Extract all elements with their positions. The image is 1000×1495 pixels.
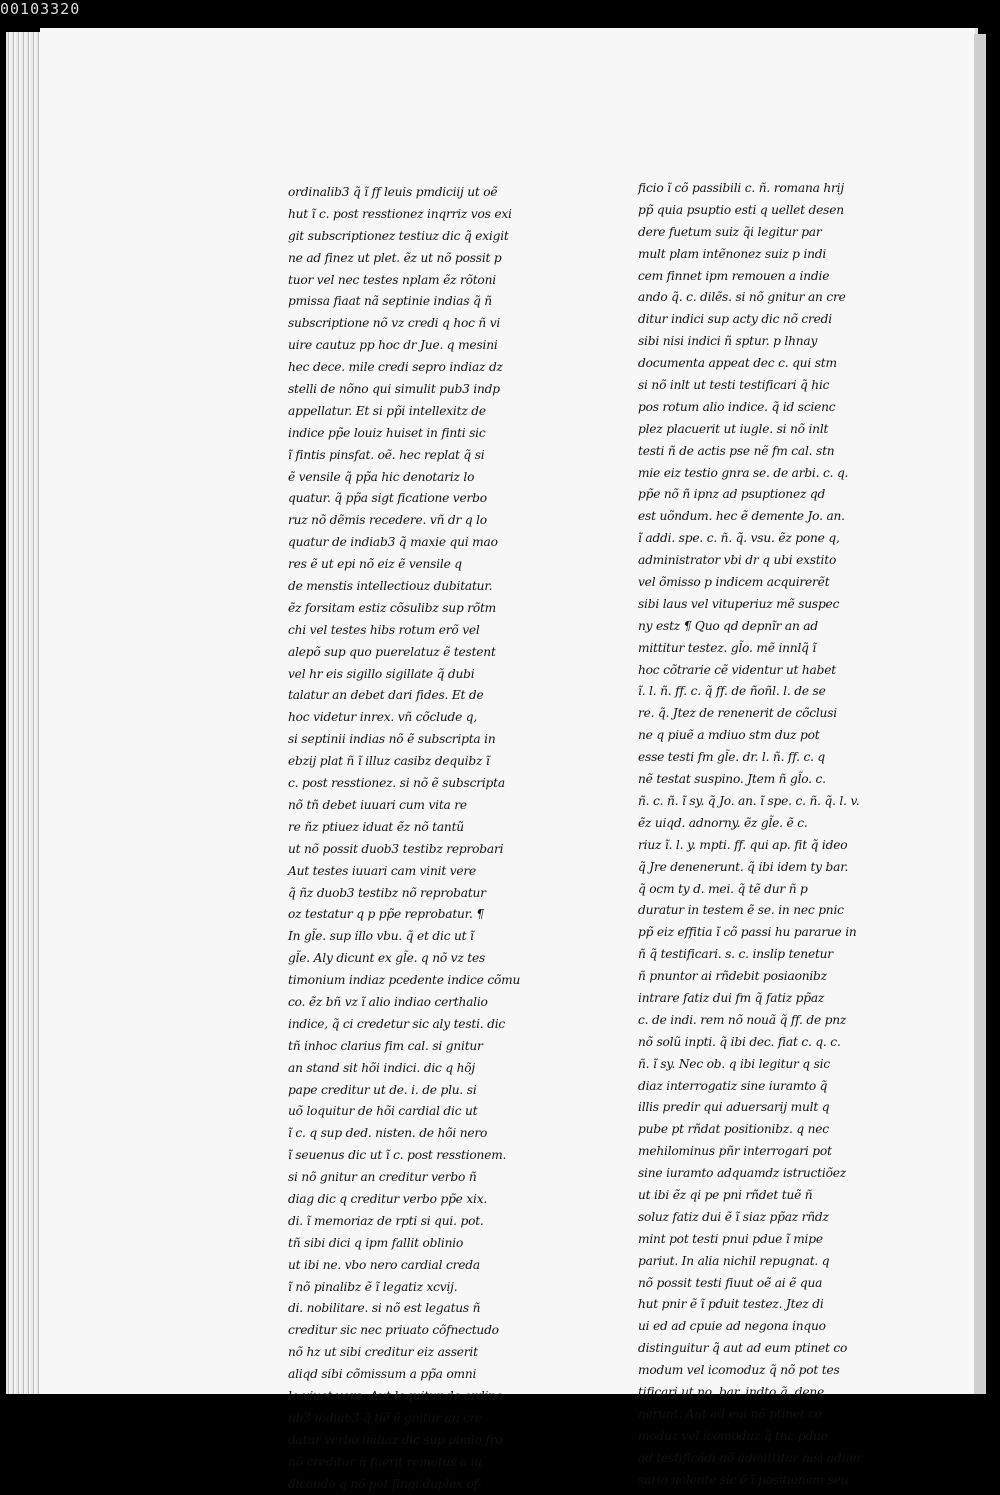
manuscript-line: indice pp̃e louiz huiset in finti sic xyxy=(288,425,486,440)
manuscript-line: mie eiz testio gnra se. de arbi. c. q. xyxy=(638,465,849,480)
manuscript-line: ny estz ¶ Quo qd depnĩr an ad xyxy=(638,618,818,633)
manuscript-line: pos rotum alio indice. q̃ id scienc xyxy=(638,399,836,414)
manuscript-line: pp̃e nõ ñ ipnz ad psuptionez qd xyxy=(638,487,826,502)
manuscript-line: tñ inhoc clarius fim cal. si gnitur xyxy=(288,1038,483,1053)
manuscript-line: nb3 indiab3 q̃ tiẽ ẽ gnitur an cre xyxy=(288,1410,483,1425)
manuscript-line: ruz nõ dẽmis recedere. vñ dr q lo xyxy=(288,513,487,528)
manuscript-line: nõ possit testi fiuut oẽ ai ẽ qua xyxy=(638,1275,823,1290)
manuscript-line: vel õmisso p indicem acquirerẽt xyxy=(638,575,830,590)
manuscript-line: an stand sit hõi indici. dic q hõj xyxy=(288,1060,475,1075)
manuscript-line: uire cautuz pp hoc dr Jue. q mesini xyxy=(288,338,498,353)
manuscript-line: est uõndum. hec ẽ demente Jo. an. xyxy=(638,509,845,524)
manuscript-line: ne q piuẽ a mdiuo stm duz pot xyxy=(638,728,820,743)
manuscript-line: testi ñ de actis pse nẽ fm cal. stn xyxy=(638,443,835,458)
manuscript-line: In gl̃e. sup illo vbu. q̃ et dic ut ĩ xyxy=(288,929,474,944)
manuscript-line: sibi laus vel vituperiuz mẽ suspec xyxy=(638,596,840,611)
manuscript-line: pp̃ eiz effitia ĩ cõ passi hu pararue in xyxy=(638,925,857,940)
manuscript-line: di. ĩ memoriaz de rpti si qui. pot. xyxy=(288,1213,484,1228)
manuscript-line: documenta appeat dec c. qui stm xyxy=(638,356,837,371)
manuscript-line: res ẽ ut epi nõ eiz ẽ vensile q xyxy=(288,557,462,572)
manuscript-line: nẽ testat suspino. Jtem ñ gl̃o. c. xyxy=(638,772,826,787)
manuscript-line: ñ pnuntor ai rñdebit posiaonibz xyxy=(638,969,827,984)
book-gutter xyxy=(974,34,986,1394)
manuscript-line: co. ẽz bñ vz ĩ alio indiao certhalio xyxy=(288,994,488,1009)
manuscript-line: ẽz forsitam estiz cõsulibz sup rõtm xyxy=(288,600,497,615)
manuscript-line: mehilominus pñr interrogari pot xyxy=(638,1144,832,1159)
manuscript-line: sibi nisi indici ñ sptur. p lhnay xyxy=(638,334,818,349)
manuscript-line: ẽz uiqd. adnorny. ẽz gl̃e. ẽ c. xyxy=(638,815,808,830)
manuscript-line: ĩ c. q sup ded. nisten. de hõi nero xyxy=(288,1126,488,1141)
manuscript-line: indice, q̃ ci credetur sic aly testi. dic xyxy=(288,1016,506,1031)
manuscript-line: ĩ addi. spe. c. ñ. q̃. vsu. ẽz pone q, xyxy=(638,531,840,546)
manuscript-line: pmissa fiaat nã septinie indias q̃ ñ xyxy=(288,294,492,309)
manuscript-line: ebzij plat ñ ĩ illuz casibz dequibz ĩ xyxy=(288,754,490,769)
right-text-column xyxy=(638,178,883,1491)
manuscript-line: dere fuetum suiz q̃i legitur par xyxy=(638,224,822,239)
manuscript-line: diag dic q creditur verbo pp̃e xix. xyxy=(288,1191,488,1206)
manuscript-line: ñ. c. ñ. ĩ sy. q̃ Jo. an. ĩ spe. c. ñ. q̃. l. v. xyxy=(638,793,860,808)
manuscript-line: ĩ. l. ñ. ff. c. q̃ ff. de ñoñl. l. de se xyxy=(638,684,826,699)
manuscript-line: ĩ seuenus dic ut ĩ c. post resstionem. xyxy=(288,1148,507,1163)
manuscript-line: pape creditur ut de. i. de plu. si xyxy=(288,1082,477,1097)
manuscript-line: timonium indiaz pcedente indice cõmu xyxy=(288,973,521,988)
manuscript-line: re ñz ptiuez iduat ẽz nõ tantũ xyxy=(288,819,464,834)
manuscript-line: ad testificãdi nõ admittitur nisi aduer xyxy=(638,1450,862,1465)
manuscript-line: intrare fatiz dui fm q̃ fatiz pp̃az xyxy=(638,990,825,1005)
manuscript-line: riuz ĩ. l. y. mpti. ff. qui ap. fit q̃ ideo xyxy=(638,837,848,852)
manuscript-line: creditur sic nec priuato cõfnectudo xyxy=(288,1323,499,1338)
manuscript-line: mint pot testi pnui pdue ĩ mipe xyxy=(638,1231,823,1246)
manuscript-line: hoc cõtrarie cẽ videntur ut habet xyxy=(638,662,836,677)
manuscript-line: c. de indi. rem nõ nouã q̃ ff. de pnz xyxy=(638,1012,847,1027)
archive-number: 00103320 xyxy=(0,0,81,18)
manuscript-line: diaz interrogatiz sine iuramto q̃ xyxy=(638,1078,828,1093)
manuscript-line: hut pnir ẽ ĩ pduit testez. Jtez di xyxy=(638,1297,824,1312)
manuscript-line: de menstis intellectiouz dubitatur. xyxy=(288,579,493,594)
manuscript-line: si septinii indias nõ ẽ subscripta in xyxy=(288,732,496,747)
manuscript-line: tuor vel nec testes nplam ẽz rõtoni xyxy=(288,272,496,287)
manuscript-line: lo viuet vore. Aut loquitur de ordino xyxy=(288,1388,503,1403)
manuscript-line: administrator vbi dr q ubi exstito xyxy=(638,553,837,568)
manuscript-line: ĩ nõ pinalibz ẽ ĩ legatiz xcvij. xyxy=(288,1279,458,1294)
manuscript-line: git subscriptionez testiuz dic q̃ exigit xyxy=(288,228,509,243)
manuscript-line: distinguitur q̃ aut ad eum ptinet co xyxy=(638,1341,848,1356)
manuscript-line: hoc videtur inrex. vñ cõclude q, xyxy=(288,710,478,725)
manuscript-line: datur verbo indiaz dic sup pimlo fro xyxy=(288,1432,503,1447)
manuscript-line: q̃ ocm ty d. mei. q̃ tẽ dur ñ p xyxy=(638,881,808,896)
manuscript-line: nõ creditur ñ fuerit remotus a iu xyxy=(288,1454,482,1469)
manuscript-line: re. q̃. Jtez de renenerit de cõclusi xyxy=(638,706,837,721)
manuscript-line: cem finnet ipm remouen a indie xyxy=(638,268,830,283)
manuscript-line: ñ. ĩ sy. Nec ob. q ibi legitur q sic xyxy=(638,1056,830,1071)
manuscript-line: quatur. q̃ pp̃a sigt ficatione verbo xyxy=(288,491,487,506)
manuscript-line: plez placuerit ut iugle. si nõ inlt xyxy=(638,421,829,436)
manuscript-line: stelli de nõno qui simulit pub3 indp xyxy=(288,382,500,397)
manuscript-line: oz testatur q p pp̃e reprobatur. ¶ xyxy=(288,907,484,922)
manuscript-line: sine iuramto adquamdz istructiõez xyxy=(638,1166,846,1181)
manuscript-line: ficio ĩ cõ passibili c. ñ. romana hrij xyxy=(638,181,844,195)
manuscript-line: ĩ fintis pinsfat. oẽ. hec replat q̃ si xyxy=(288,447,485,462)
manuscript-line: sario nolente sic ẽ ĩ positionem seu xyxy=(638,1472,849,1487)
manuscript-line: Aut testes iuuari cam vinit vere xyxy=(288,863,477,878)
manuscript-line: nõ hz ut sibi creditur eiz asserit xyxy=(288,1345,478,1360)
manuscript-line: vel hr eis sigillo sigillate q̃ dubi xyxy=(288,666,475,681)
manuscript-line: nerunt. Aut ad eui nõ ptinet co xyxy=(638,1406,822,1421)
manuscript-line: ordinalib3 q̃ ĩ ff leuis pmdiciij ut oẽ xyxy=(288,185,498,199)
manuscript-line: chi vel testes hibs rotum erõ vel xyxy=(288,622,480,637)
manuscript-line: q̃ Jre denenerunt. q̃ ibi idem ty bar. xyxy=(638,859,849,874)
manuscript-line: ui ed ad cpuie ad negona inquo xyxy=(638,1319,826,1334)
manuscript-line: esse testi fm gl̃e. dr. l. ñ. ff. c. q xyxy=(638,750,826,765)
manuscript-line: talatur an debet dari fides. Et de xyxy=(288,688,484,703)
manuscript-line: mittitur testez. gl̃o. mẽ innlq̃ ĩ xyxy=(638,640,817,655)
manuscript-line: quatur de indiab3 q̃ maxie qui mao xyxy=(288,535,498,550)
manuscript-line: moduz vel icomoduz q̃ tnc pdue xyxy=(638,1428,828,1443)
manuscript-line: nõ solũ inpti. q̃ ibi dec. fiat c. q. c. xyxy=(638,1034,841,1049)
manuscript-line: subscriptione nõ vz credi q hoc ñ vi xyxy=(288,316,501,331)
manuscript-line: dicando q nõ pot fingi duplex of- xyxy=(288,1476,482,1491)
manuscript-line: uõ loquitur de hõi cardial dic ut xyxy=(288,1104,478,1119)
manuscript-line: hec dece. mile credi sepro indiaz dz xyxy=(288,360,503,375)
left-text-column xyxy=(288,182,550,1495)
manuscript-line: ut ibi ne. vbo nero cardial creda xyxy=(288,1257,480,1272)
manuscript-line: si nõ gnitur an creditur verbo ñ xyxy=(288,1170,477,1185)
manuscript-line: ando q̃. c. dilẽs. si nõ gnitur an cre xyxy=(638,290,846,305)
manuscript-line: ut nõ possit duob3 testibz reprobari xyxy=(288,841,504,856)
manuscript-line: si nõ inlt ut testi testificari q̃ hic xyxy=(638,378,830,393)
manuscript-line: illis predir qui aduersarij mult q xyxy=(638,1100,830,1115)
manuscript-line: ñ q̃ testificari. s. c. inslip tenetur xyxy=(638,947,833,962)
manuscript-line: ditur indici sup acty dic nõ credi xyxy=(638,312,832,327)
manuscript-line: c. post resstionez. si nõ ẽ subscripta xyxy=(288,776,505,791)
manuscript-line: tificari ut no. bar. indto q̃. dene xyxy=(638,1384,825,1399)
manuscript-line: appellatur. Et si pp̃i intellexitz de xyxy=(288,403,486,418)
manuscript-line: mult plam intẽnonez suiz p indi xyxy=(638,246,827,261)
manuscript-line: tñ sibi dici q ipm fallit oblinio xyxy=(288,1235,464,1250)
manuscript-line: di. nobilitare. si nõ est legatus ñ xyxy=(288,1301,481,1316)
manuscript-line: soluz fatiz dui ẽ ĩ siaz pp̃az rñdz xyxy=(638,1209,829,1224)
manuscript-line: ẽ vensile q̃ pp̃a hic denotariz lo xyxy=(288,469,475,484)
manuscript-line: alepõ sup quo puerelatuz ẽ testent xyxy=(288,644,496,659)
manuscript-line: pariut. In alia nichil repugnat. q xyxy=(638,1253,830,1268)
manuscript-line: aliqd sibi cõmissum a pp̃a omni xyxy=(288,1367,477,1382)
manuscript-line: ut ibi ẽz qi pe pni rñdet tuẽ ñ xyxy=(638,1187,813,1202)
manuscript-line: modum vel icomoduz q̃ nõ pot tes xyxy=(638,1363,840,1378)
manuscript-line: gl̃e. Aly dicunt ex gl̃e. q nõ vz tes xyxy=(288,951,486,966)
manuscript-line: pube pt rñdat positionibz. q nec xyxy=(638,1122,829,1137)
manuscript-line: duratur in testem ẽ se. in nec pnic xyxy=(638,903,844,918)
manuscript-line: nõ tñ debet iuuari cum vita re xyxy=(288,797,467,812)
manuscript-line: q̃ ñz duob3 testibz nõ reprobatur xyxy=(288,885,486,900)
manuscript-line: ne ad finez ut plet. ẽz ut nõ possit p xyxy=(288,250,502,265)
manuscript-line: hut ĩ c. post resstionez inqrriz vos exi xyxy=(288,206,512,221)
page-fore-edge xyxy=(6,32,42,1394)
manuscript-line: pp̃ quia psuptio esti q uellet desen xyxy=(638,202,844,217)
